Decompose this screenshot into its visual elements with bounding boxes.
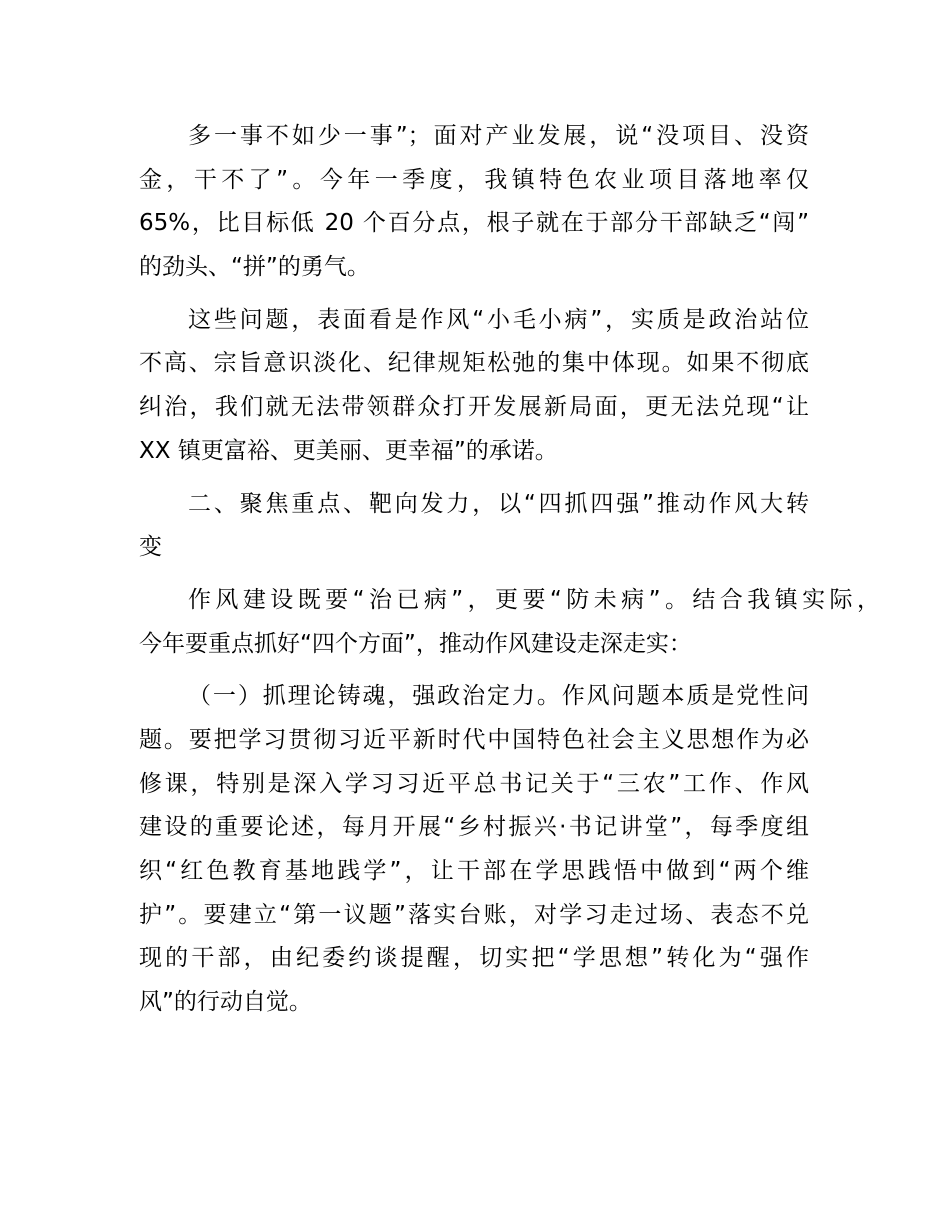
text-line: 65%，比目标低 20 个百分点，根子就在于部分干部缺乏“闯”: [139, 210, 809, 237]
text-line: 的劲头、“拼”的勇气。: [139, 254, 370, 281]
text-line: 不高、宗旨意识淡化、纪律规矩松弛的集中体现。如果不彻底: [139, 350, 809, 377]
heading-line: 二、聚焦重点、靶向发力，以“四抓四强”推动作风大转: [188, 490, 809, 517]
text-line: 这些问题，表面看是作风“小毛小病”，实质是政治站位: [188, 306, 809, 333]
paragraph-essence: [139, 299, 809, 474]
text-line: （一）抓理论铸魂，强政治定力。作风问题本质是党性问: [188, 683, 809, 710]
section-two-heading: [139, 483, 809, 570]
text-line: 金，干不了”。今年一季度，我镇特色农业项目落地率仅: [139, 166, 809, 193]
text-line: 多一事不如少一事”；面对产业发展，说“没项目、没资: [188, 123, 809, 149]
text-line: XX 镇更富裕、更美丽、更幸福”的承诺。: [139, 437, 558, 464]
text-line: 纠治，我们就无法带领群众打开发展新局面，更无法兑现“让: [139, 394, 809, 421]
paragraph-item-one: [139, 675, 809, 1025]
text-line: 织“红色教育基地践学”，让干部在学思践悟中做到“两个维: [139, 858, 809, 884]
text-line: 风”的行动自觉。: [139, 989, 312, 1016]
text-line: 今年要重点抓好“四个方面”，推动作风建设走深走实：: [139, 630, 692, 657]
document-page: [139, 115, 880, 1034]
text-line: 护”。要建立“第一议题”落实台账，对学习走过场、表态不兑: [139, 901, 809, 928]
paragraph-section-two-intro: [139, 579, 880, 666]
text-line: 题。要把学习贯彻习近平新时代中国特色社会主义思想作为必: [139, 726, 809, 753]
text-line: 作风建设既要“治已病”，更要“防未病”。结合我镇实际，: [188, 586, 880, 613]
paragraph-problems-continued: [139, 115, 809, 290]
text-line: 现的干部，由纪委约谈提醒，切实把“学思想”转化为“强作: [139, 945, 809, 972]
text-line: 修课，特别是深入学习习近平总书记关于“三农”工作、作风: [139, 770, 809, 797]
text-line: 建设的重要论述，每月开展“乡村振兴·书记讲堂”，每季度组: [139, 814, 809, 841]
heading-line: 变: [139, 534, 162, 561]
